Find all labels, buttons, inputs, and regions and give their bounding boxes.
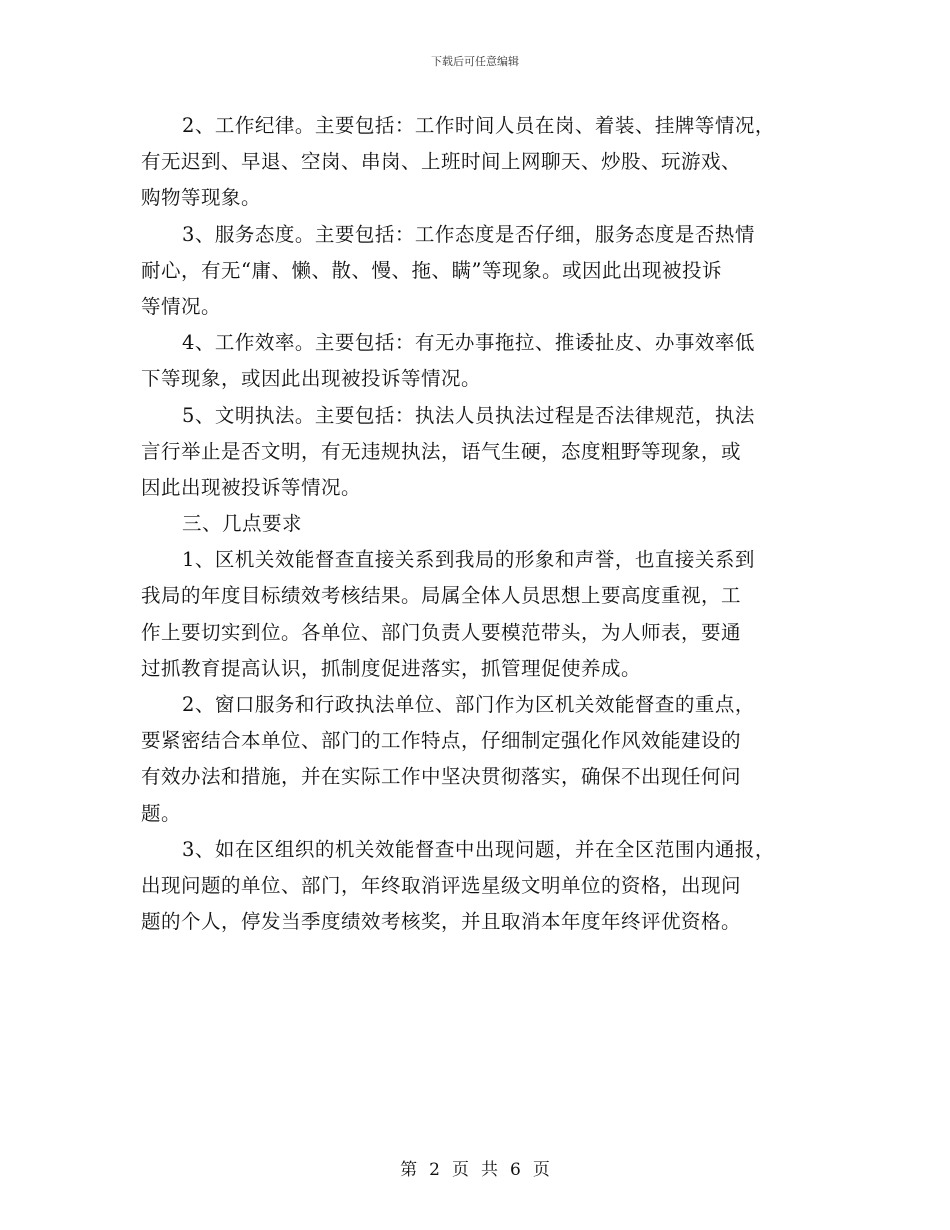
footer-suffix: 页 xyxy=(532,1160,550,1180)
page-header: 下载后可任意编辑 xyxy=(431,55,519,68)
paragraph-line: 过抓教育提高认识，抓制度促进落实，抓管理促使养成。 xyxy=(141,656,642,680)
paragraph-line: 耐心，有无“庸、懒、散、慢、拖、瞒”等现象。或因此出现被投诉 xyxy=(141,258,722,282)
footer-total-pages: 6 xyxy=(510,1160,521,1180)
paragraph-line: 4、工作效率。主要包括：有无办事拖拉、推诿扯皮、办事效率低 xyxy=(182,331,755,355)
section-heading: 三、几点要求 xyxy=(182,512,303,536)
footer-page-word: 页 xyxy=(452,1160,469,1180)
paragraph-line: 3、如在区组织的机关效能督查中出现问题，并在全区范围内通报， xyxy=(182,837,775,861)
paragraph-line: 言行举止是否文明，有无违规执法，语气生硬，态度粗野等现象，或 xyxy=(141,439,742,463)
paragraph-line: 购物等现象。 xyxy=(141,186,262,210)
paragraph-line: 5、文明执法。主要包括：执法人员执法过程是否法律规范，执法 xyxy=(182,403,755,427)
paragraph-line: 2、窗口服务和行政执法单位、部门作为区机关效能督查的重点， xyxy=(182,693,755,716)
paragraph-line: 题。 xyxy=(141,801,182,825)
paragraph-line: 有无迟到、早退、空岗、串岗、上班时间上网聊天、炒股、玩游戏、 xyxy=(141,150,742,174)
paragraph-line: 要紧密结合本单位、部门的工作特点，仔细制定强化作风效能建设的 xyxy=(141,729,742,753)
paragraph-line: 1、区机关效能督查直接关系到我局的形象和声誉，也直接关系到 xyxy=(182,548,755,572)
paragraph-line: 下等现象，或因此出现被投诉等情况。 xyxy=(141,367,482,391)
paragraph-line: 2、工作纪律。主要包括：工作时间人员在岗、着装、挂牌等情况， xyxy=(182,114,775,137)
paragraph-line: 作上要切实到位。各单位、部门负责人要模范带头，为人师表，要通 xyxy=(141,620,742,644)
paragraph-line: 有效办法和措施，并在实际工作中坚决贯彻落实，确保不出现任何问 xyxy=(141,765,742,789)
footer-prefix: 第 xyxy=(400,1160,418,1180)
paragraph-line: 等情况。 xyxy=(141,294,222,318)
document-body xyxy=(141,108,821,940)
paragraph-line: 3、服务态度。主要包括：工作态度是否仔细，服务态度是否热情 xyxy=(182,222,755,246)
paragraph-line: 出现问题的单位、部门，年终取消评选星级文明单位的资格，出现问 xyxy=(141,873,742,897)
page-footer xyxy=(0,1155,950,1180)
paragraph-line: 我局的年度目标绩效考核结果。局属全体人员思想上要高度重视，工 xyxy=(141,584,742,608)
footer-page-number: 2 xyxy=(429,1160,440,1180)
paragraph-line: 题的个人，停发当季度绩效考核奖，并且取消本年度年终评优资格。 xyxy=(141,910,742,934)
paragraph-line: 因此出现被投诉等情况。 xyxy=(141,475,362,499)
footer-total-prefix: 共 xyxy=(481,1160,498,1180)
